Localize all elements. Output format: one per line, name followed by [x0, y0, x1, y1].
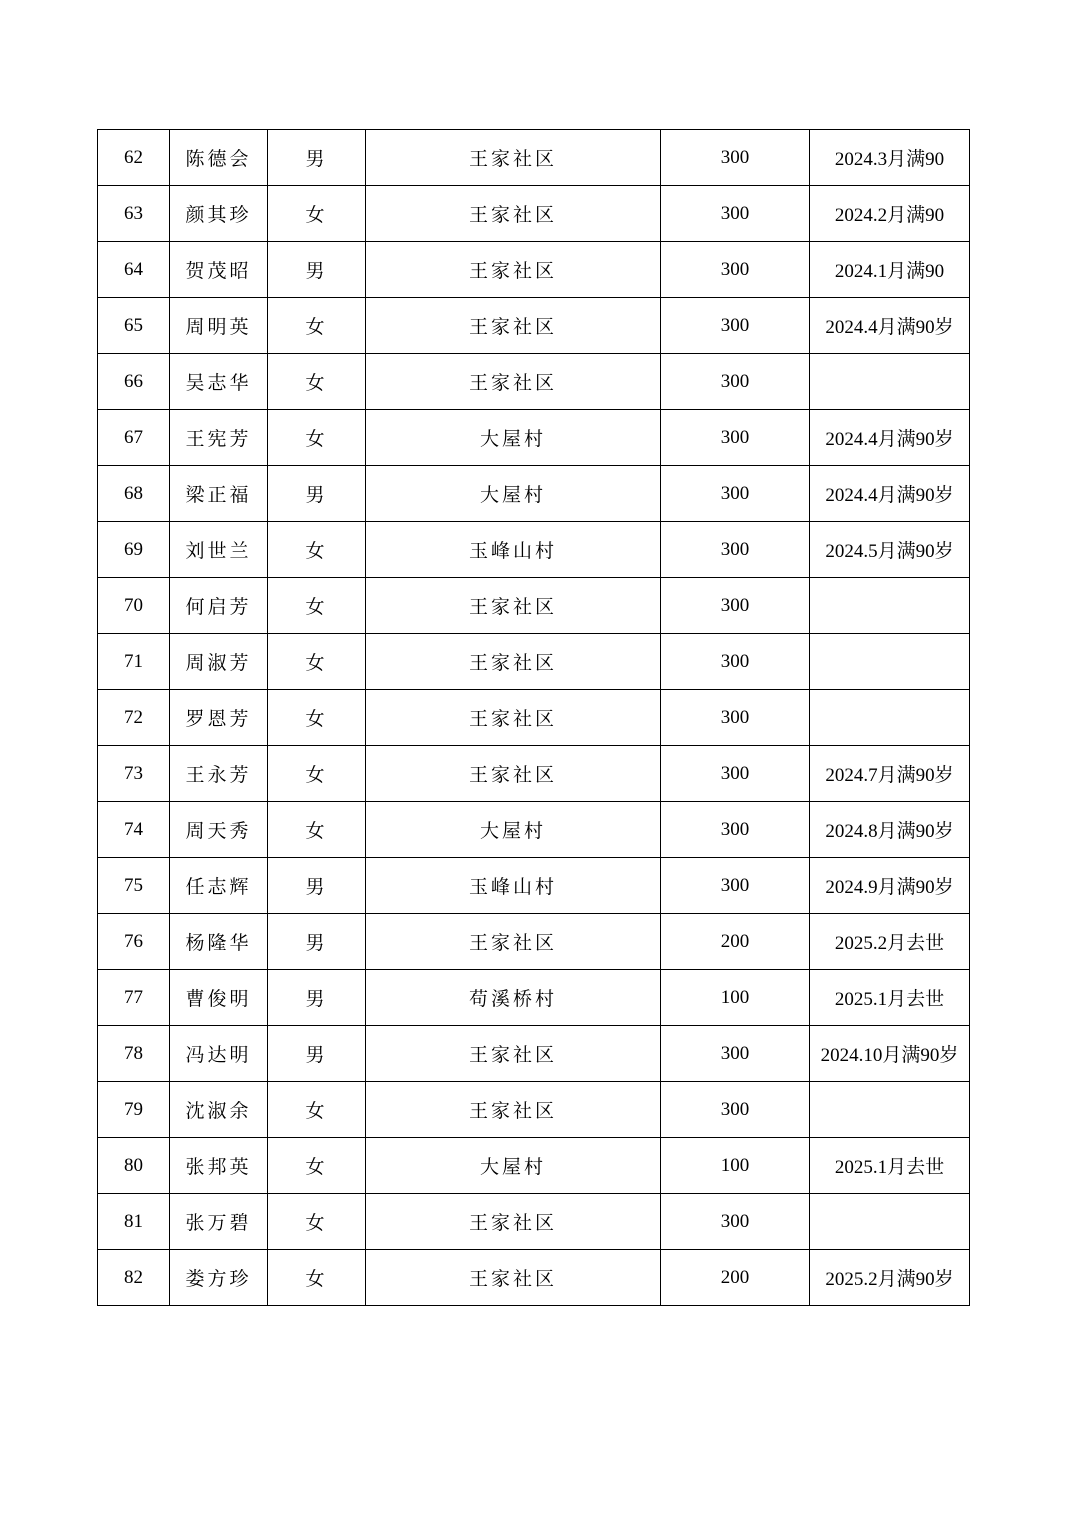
- cell-location: 王家社区: [366, 690, 661, 746]
- cell-amount: 300: [661, 410, 810, 466]
- cell-amount: 300: [661, 1194, 810, 1250]
- cell-gender: 女: [268, 186, 366, 242]
- cell-name: 沈淑余: [170, 1082, 268, 1138]
- cell-amount: 300: [661, 746, 810, 802]
- cell-gender: 女: [268, 1138, 366, 1194]
- cell-location: 玉峰山村: [366, 522, 661, 578]
- cell-amount: 300: [661, 858, 810, 914]
- cell-location: 王家社区: [366, 354, 661, 410]
- cell-amount: 300: [661, 634, 810, 690]
- cell-gender: 女: [268, 746, 366, 802]
- cell-note: [810, 690, 970, 746]
- cell-name: 任志辉: [170, 858, 268, 914]
- table-row: [98, 1138, 970, 1194]
- cell-number: 79: [98, 1082, 170, 1138]
- cell-number: 71: [98, 634, 170, 690]
- cell-note: 2025.2月满90岁: [810, 1250, 970, 1306]
- cell-gender: 男: [268, 914, 366, 970]
- cell-gender: 女: [268, 354, 366, 410]
- cell-name: 张邦英: [170, 1138, 268, 1194]
- cell-note: 2024.3月满90: [810, 130, 970, 186]
- cell-name: 周明英: [170, 298, 268, 354]
- cell-name: 王永芳: [170, 746, 268, 802]
- cell-gender: 男: [268, 130, 366, 186]
- cell-note: [810, 1082, 970, 1138]
- cell-amount: 300: [661, 354, 810, 410]
- cell-name: 贺茂昭: [170, 242, 268, 298]
- cell-location: 王家社区: [366, 914, 661, 970]
- cell-amount: 300: [661, 802, 810, 858]
- cell-amount: 100: [661, 1138, 810, 1194]
- table-row: [98, 578, 970, 634]
- cell-location: 王家社区: [366, 578, 661, 634]
- cell-number: 67: [98, 410, 170, 466]
- cell-number: 82: [98, 1250, 170, 1306]
- cell-amount: 100: [661, 970, 810, 1026]
- cell-location: 王家社区: [366, 1194, 661, 1250]
- cell-number: 74: [98, 802, 170, 858]
- cell-amount: 300: [661, 578, 810, 634]
- cell-name: 王宪芳: [170, 410, 268, 466]
- cell-location: 王家社区: [366, 1250, 661, 1306]
- cell-gender: 男: [268, 466, 366, 522]
- cell-gender: 男: [268, 242, 366, 298]
- cell-location: 王家社区: [366, 298, 661, 354]
- cell-number: 68: [98, 466, 170, 522]
- cell-location: 大屋村: [366, 410, 661, 466]
- cell-gender: 女: [268, 690, 366, 746]
- cell-note: 2025.1月去世: [810, 970, 970, 1026]
- cell-location: 大屋村: [366, 1138, 661, 1194]
- cell-amount: 300: [661, 130, 810, 186]
- cell-gender: 女: [268, 634, 366, 690]
- cell-gender: 女: [268, 802, 366, 858]
- table-row: [98, 522, 970, 578]
- cell-note: 2024.4月满90岁: [810, 466, 970, 522]
- cell-note: 2025.2月去世: [810, 914, 970, 970]
- table-row: [98, 970, 970, 1026]
- cell-note: 2025.1月去世: [810, 1138, 970, 1194]
- cell-name: 曹俊明: [170, 970, 268, 1026]
- elderly-subsidy-table: [97, 129, 970, 1306]
- table-row: [98, 354, 970, 410]
- cell-number: 73: [98, 746, 170, 802]
- cell-number: 78: [98, 1026, 170, 1082]
- cell-name: 娄方珍: [170, 1250, 268, 1306]
- table-row: [98, 298, 970, 354]
- cell-amount: 200: [661, 914, 810, 970]
- cell-gender: 男: [268, 858, 366, 914]
- cell-number: 76: [98, 914, 170, 970]
- cell-number: 63: [98, 186, 170, 242]
- cell-number: 62: [98, 130, 170, 186]
- cell-number: 69: [98, 522, 170, 578]
- cell-name: 颜其珍: [170, 186, 268, 242]
- cell-name: 周淑芳: [170, 634, 268, 690]
- table-row: [98, 1082, 970, 1138]
- cell-number: 75: [98, 858, 170, 914]
- cell-amount: 300: [661, 522, 810, 578]
- cell-location: 王家社区: [366, 1026, 661, 1082]
- cell-location: 玉峰山村: [366, 858, 661, 914]
- cell-location: 苟溪桥村: [366, 970, 661, 1026]
- cell-note: [810, 354, 970, 410]
- cell-number: 77: [98, 970, 170, 1026]
- cell-amount: 300: [661, 690, 810, 746]
- cell-location: 王家社区: [366, 1082, 661, 1138]
- cell-name: 陈德会: [170, 130, 268, 186]
- cell-amount: 300: [661, 1082, 810, 1138]
- cell-amount: 300: [661, 1026, 810, 1082]
- cell-number: 80: [98, 1138, 170, 1194]
- table-row: [98, 690, 970, 746]
- cell-location: 王家社区: [366, 186, 661, 242]
- cell-location: 王家社区: [366, 634, 661, 690]
- table-row: [98, 802, 970, 858]
- cell-note: 2024.5月满90岁: [810, 522, 970, 578]
- cell-number: 65: [98, 298, 170, 354]
- table-row: [98, 130, 970, 186]
- cell-location: 王家社区: [366, 242, 661, 298]
- cell-name: 杨隆华: [170, 914, 268, 970]
- cell-note: 2024.2月满90: [810, 186, 970, 242]
- cell-number: 81: [98, 1194, 170, 1250]
- cell-note: 2024.10月满90岁: [810, 1026, 970, 1082]
- table-row: [98, 914, 970, 970]
- cell-note: [810, 578, 970, 634]
- cell-gender: 女: [268, 298, 366, 354]
- cell-note: 2024.1月满90: [810, 242, 970, 298]
- cell-note: 2024.4月满90岁: [810, 410, 970, 466]
- cell-note: 2024.4月满90岁: [810, 298, 970, 354]
- cell-number: 72: [98, 690, 170, 746]
- table-row: [98, 1026, 970, 1082]
- cell-gender: 女: [268, 522, 366, 578]
- cell-gender: 女: [268, 410, 366, 466]
- cell-gender: 女: [268, 578, 366, 634]
- cell-name: 刘世兰: [170, 522, 268, 578]
- table-row: [98, 858, 970, 914]
- cell-amount: 300: [661, 242, 810, 298]
- cell-name: 冯达明: [170, 1026, 268, 1082]
- cell-name: 吴志华: [170, 354, 268, 410]
- cell-name: 何启芳: [170, 578, 268, 634]
- cell-location: 王家社区: [366, 130, 661, 186]
- cell-note: 2024.9月满90岁: [810, 858, 970, 914]
- cell-note: 2024.8月满90岁: [810, 802, 970, 858]
- cell-gender: 女: [268, 1250, 366, 1306]
- cell-name: 张万碧: [170, 1194, 268, 1250]
- cell-name: 周天秀: [170, 802, 268, 858]
- cell-number: 64: [98, 242, 170, 298]
- table-row: [98, 1194, 970, 1250]
- table-row: [98, 634, 970, 690]
- cell-location: 大屋村: [366, 802, 661, 858]
- cell-location: 王家社区: [366, 746, 661, 802]
- cell-gender: 男: [268, 1026, 366, 1082]
- cell-gender: 女: [268, 1082, 366, 1138]
- cell-amount: 300: [661, 186, 810, 242]
- table-row: [98, 410, 970, 466]
- cell-number: 70: [98, 578, 170, 634]
- cell-amount: 200: [661, 1250, 810, 1306]
- cell-number: 66: [98, 354, 170, 410]
- cell-note: 2024.7月满90岁: [810, 746, 970, 802]
- cell-gender: 女: [268, 1194, 366, 1250]
- cell-note: [810, 634, 970, 690]
- cell-name: 罗恩芳: [170, 690, 268, 746]
- table-row: [98, 242, 970, 298]
- cell-gender: 男: [268, 970, 366, 1026]
- table-row: [98, 1250, 970, 1306]
- cell-name: 梁正福: [170, 466, 268, 522]
- table-row: [98, 746, 970, 802]
- table-row: [98, 466, 970, 522]
- cell-amount: 300: [661, 298, 810, 354]
- table-body: [98, 130, 970, 1306]
- cell-note: [810, 1194, 970, 1250]
- cell-amount: 300: [661, 466, 810, 522]
- table-row: [98, 186, 970, 242]
- cell-location: 大屋村: [366, 466, 661, 522]
